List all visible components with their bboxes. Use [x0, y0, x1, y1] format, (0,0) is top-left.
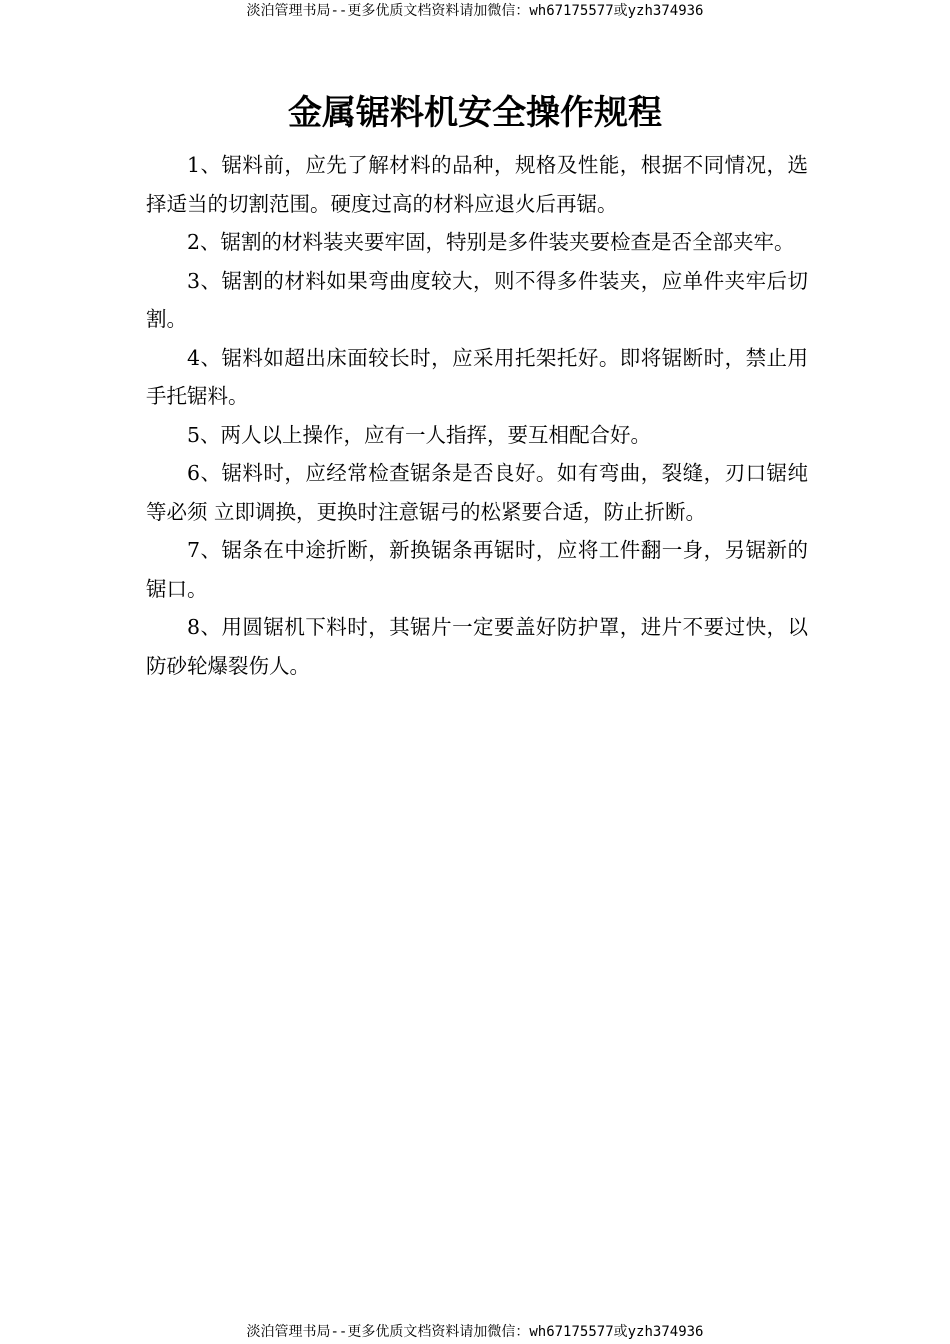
paragraph-6: 6、锯料时，应经常检查锯条是否良好。如有弯曲，裂缝，刃口锯纯等必须 立即调换，更换时注意锯弓的松紧要合适，防止折断。: [146, 461, 808, 524]
footer-note: 淡泊管理书局--更多优质文档资料请加微信：wh67175577或yzh374936: [246, 1324, 704, 1340]
document-title: 金属锯料机安全操作规程: [288, 93, 662, 133]
paragraph-4: 4、锯料如超出床面较长时，应采用托架托好。即将锯断时，禁止用手托锯料。: [146, 345, 808, 408]
paragraph-7: 7、锯条在中途折断，新换锯条再锯时，应将工件翻一身，另锯新的锯口。: [146, 538, 808, 601]
document-body: [146, 146, 808, 685]
paragraph-2: 2、锯割的材料装夹要牢固，特别是多件装夹要检查是否全部夹牢。: [187, 230, 795, 254]
paragraph-3: 3、锯割的材料如果弯曲度较大，则不得多件装夹，应单件夹牢后切割。: [146, 268, 808, 331]
paragraph-1: 1、锯料前，应先了解材料的品种，规格及性能，根据不同情况，选择适当的切割范围。硬度过高的材料应退火后再锯。: [146, 153, 808, 216]
paragraph-5: 5、两人以上操作，应有一人指挥，要互相配合好。: [187, 422, 652, 447]
header-note: 淡泊管理书局--更多优质文档资料请加微信：wh67175577或yzh374936: [246, 3, 704, 19]
paragraph-8: 8、用圆锯机下料时，其锯片一定要盖好防护罩，进片不要过快，以防砂轮爆裂伤人。: [146, 615, 808, 678]
